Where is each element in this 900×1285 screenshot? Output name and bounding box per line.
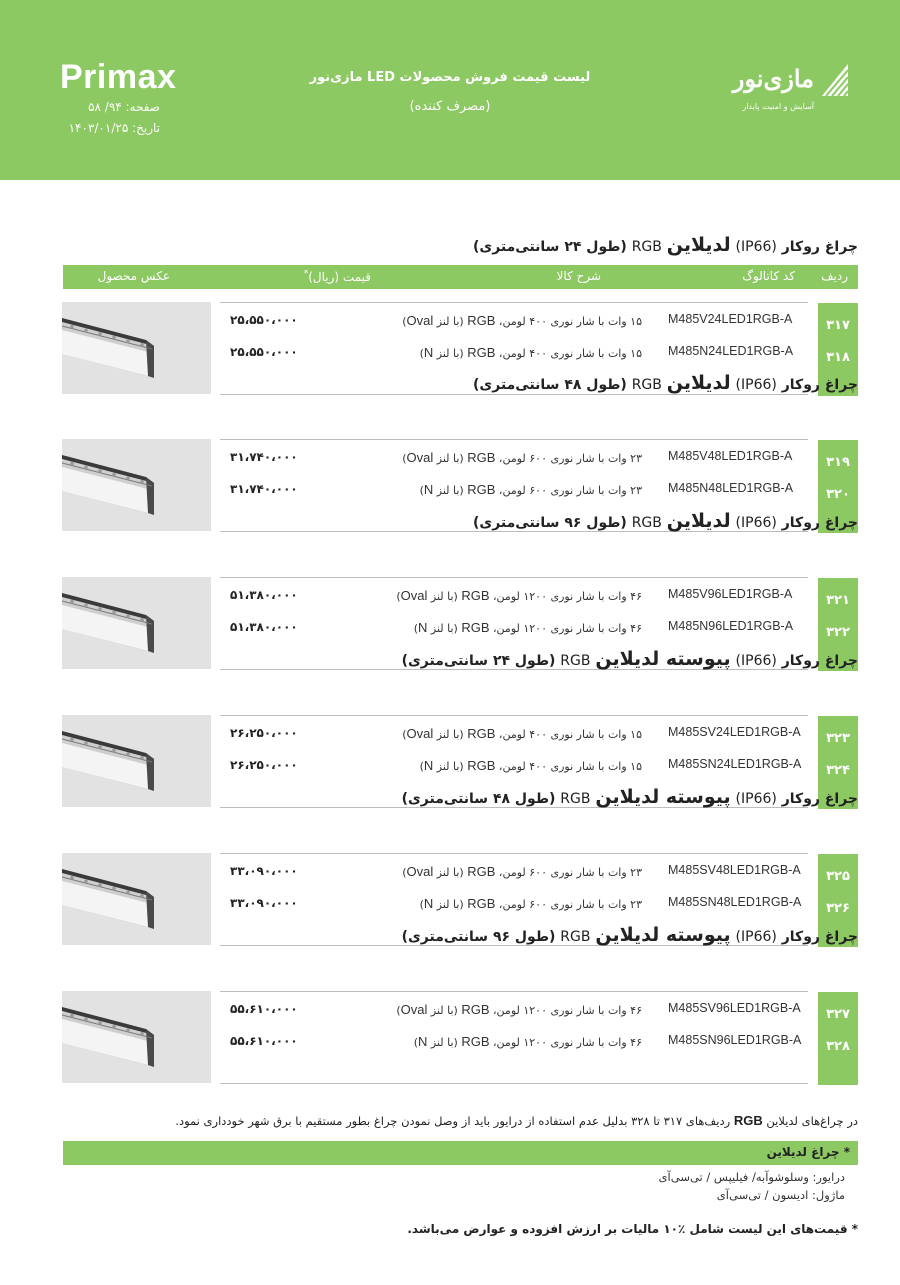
row-number: ۳۲۲ (826, 625, 850, 640)
desc-lens-pre: (با لنز (430, 1036, 458, 1049)
product-photo (62, 715, 211, 807)
section-title-type: چراغ روکار (781, 653, 858, 669)
section-title-type: چراغ روکار (781, 239, 858, 255)
note-pre: در چراغ‌های لدیلاین (766, 1114, 858, 1128)
catalog-code: M485SN24LED1RGB-A (668, 757, 802, 771)
desc-lens: Oval (406, 450, 434, 465)
desc-lens: N (423, 345, 434, 360)
logo-tagline: آسایش و امنیت پایدار (742, 102, 814, 111)
section-title (402, 924, 858, 946)
catalog-code: M485SV24LED1RGB-A (668, 725, 801, 739)
section-title-ip: (IP66) (735, 929, 777, 945)
product-description (402, 450, 642, 465)
product-description (414, 620, 642, 635)
desc-rgb: RGB (461, 1002, 490, 1017)
catalog-code: M485SN96LED1RGB-A (668, 1033, 802, 1047)
price-value: ۲۶،۲۵۰،۰۰۰ (230, 758, 298, 772)
row-number: ۳۲۳ (826, 731, 850, 746)
product-description (402, 726, 642, 741)
product-photo (62, 439, 211, 531)
section-title-type: چراغ روکار (781, 515, 858, 531)
desc-lens-pre: (با لنز (436, 866, 464, 879)
module-info: ماژول: ادیسون / تی‌سی‌آی (716, 1188, 845, 1202)
catalog-code: M485V96LED1RGB-A (668, 587, 793, 601)
col-photo: عکس محصول (97, 269, 170, 283)
product-photo (62, 991, 211, 1083)
catalog-code: M485V48LED1RGB-A (668, 449, 793, 463)
col-price (304, 269, 371, 284)
section-title-rgb: RGB (560, 929, 591, 945)
desc-lens: N (423, 896, 434, 911)
section-title-length: (طول ۹۶ سانتی‌متری) (472, 515, 627, 531)
section-title (473, 510, 858, 532)
desc-spec: ۱۵ وات با شار نوری ۴۰۰ لومن، (498, 315, 642, 328)
rgb-warning-note (150, 1113, 858, 1128)
row-number: ۳۲۴ (826, 763, 850, 778)
desc-spec: ۲۳ وات با شار نوری ۶۰۰ لومن، (498, 898, 642, 911)
catalog-code: M485SN48LED1RGB-A (668, 895, 802, 909)
desc-rgb: RGB (467, 896, 496, 911)
desc-lens-post: ) (413, 1036, 418, 1049)
section-title-length: (طول ۲۴ سانتی‌متری) (472, 239, 627, 255)
desc-rgb: RGB (461, 1034, 490, 1049)
desc-lens: N (417, 620, 428, 635)
section-title-product: لدیلاین (666, 372, 731, 394)
catalog-code: M485SV48LED1RGB-A (668, 863, 801, 877)
row-number: ۳۲۵ (826, 869, 850, 884)
desc-spec: ۴۶ وات با شار نوری ۱۲۰۰ لومن، (493, 1036, 642, 1049)
section-title (473, 234, 858, 256)
desc-lens-post: ) (396, 590, 401, 603)
section-title-product: لدیلاین (666, 510, 731, 532)
section-title-length: (طول ۹۶ سانتی‌متری) (401, 929, 556, 945)
col-desc: شرح کالا (556, 269, 601, 283)
price-value: ۲۵،۵۵۰،۰۰۰ (230, 313, 298, 327)
section-title-product: پیوسته لدیلاین (595, 648, 731, 670)
price-value: ۲۶،۲۵۰،۰۰۰ (230, 726, 298, 740)
desc-lens: Oval (406, 313, 434, 328)
section-title-length: (طول ۴۸ سانتی‌متری) (401, 791, 556, 807)
linear-fixture-image (62, 302, 211, 394)
section-title-ip: (IP66) (735, 653, 777, 669)
row-number-column (818, 992, 858, 1085)
price-value: ۳۳،۰۹۰،۰۰۰ (230, 864, 298, 878)
note-rgb: RGB (733, 1113, 763, 1128)
company-logo (720, 58, 850, 128)
section-title-product: لدیلاین (666, 234, 731, 256)
desc-lens-post: ) (402, 728, 407, 741)
section-title-rgb: RGB (631, 239, 662, 255)
page-date: تاریخ: ۱۴۰۳/۰۱/۲۵ (68, 121, 160, 135)
desc-lens: N (423, 482, 434, 497)
section-title-rgb: RGB (631, 515, 662, 531)
section-title (473, 372, 858, 394)
price-value: ۳۳،۰۹۰،۰۰۰ (230, 896, 298, 910)
desc-lens-pre: (با لنز (430, 590, 458, 603)
desc-lens-pre: (با لنز (436, 484, 464, 497)
logo-wordmark: مازی‌نور (732, 64, 814, 93)
desc-spec: ۲۳ وات با شار نوری ۶۰۰ لومن، (498, 484, 642, 497)
desc-lens: Oval (400, 588, 428, 603)
row-number: ۳۲۱ (826, 593, 850, 608)
section-title-rgb: RGB (560, 653, 591, 669)
row-number: ۳۱۸ (826, 350, 850, 365)
desc-lens-post: ) (402, 315, 407, 328)
section-title-length: (طول ۲۴ سانتی‌متری) (401, 653, 556, 669)
desc-spec: ۲۳ وات با شار نوری ۶۰۰ لومن، (498, 866, 642, 879)
desc-rgb: RGB (467, 864, 496, 879)
product-photo (62, 302, 211, 394)
price-value: ۳۱،۷۴۰،۰۰۰ (230, 450, 298, 464)
section-title (402, 786, 858, 808)
desc-lens: N (423, 758, 434, 773)
footnote-bar-label: * چراغ لدیلاین (766, 1145, 850, 1159)
desc-lens-pre: (با لنز (436, 315, 464, 328)
desc-rgb: RGB (467, 345, 496, 360)
desc-lens-pre: (با لنز (436, 347, 464, 360)
driver-info: درایور: وسلوشوآبه/ فیلیپس / تی‌سی‌آی (658, 1170, 845, 1184)
footnote-bar (63, 1141, 858, 1165)
row-number: ۳۲۸ (826, 1039, 850, 1054)
desc-lens-post: ) (419, 898, 424, 911)
row-number: ۳۱۷ (826, 318, 850, 333)
section-title-rgb: RGB (631, 377, 662, 393)
desc-lens-post: ) (419, 484, 424, 497)
desc-lens: Oval (406, 726, 434, 741)
desc-lens-pre: (با لنز (430, 622, 458, 635)
desc-lens-pre: (با لنز (436, 898, 464, 911)
desc-spec: ۴۶ وات با شار نوری ۱۲۰۰ لومن، (493, 590, 642, 603)
product-description (420, 758, 642, 773)
price-value: ۵۱،۳۸۰،۰۰۰ (230, 620, 298, 634)
section-title-ip: (IP66) (735, 377, 777, 393)
product-description (420, 482, 642, 497)
col-code: کد کاتالوگ (742, 269, 795, 283)
row-number: ۳۱۹ (826, 455, 850, 470)
section-title-product: پیوسته لدیلاین (595, 786, 731, 808)
page-header (0, 0, 900, 180)
desc-spec: ۴۶ وات با شار نوری ۱۲۰۰ لومن، (493, 1004, 642, 1017)
price-value: ۲۵،۵۵۰،۰۰۰ (230, 345, 298, 359)
catalog-code: M485N96LED1RGB-A (668, 619, 794, 633)
note-post: ردیف‌های ۳۱۷ تا ۳۲۸ بدلیل عدم استفاده از درایور باید از وصل نمودن چراغ بطور مستقیم با برق شهر خودداری نمود. (175, 1114, 731, 1128)
table-header (63, 265, 858, 289)
price-value: ۳۱،۷۴۰،۰۰۰ (230, 482, 298, 496)
page-subtitle: (مصرف کننده) (409, 99, 491, 114)
desc-spec: ۲۳ وات با شار نوری ۶۰۰ لومن، (498, 452, 642, 465)
product-photo (62, 853, 211, 945)
desc-rgb: RGB (461, 588, 490, 603)
linear-fixture-image (62, 439, 211, 531)
price-value: ۵۱،۳۸۰،۰۰۰ (230, 588, 298, 602)
desc-spec: ۱۵ وات با شار نوری ۴۰۰ لومن، (498, 347, 642, 360)
desc-lens-post: ) (402, 866, 407, 879)
section-title-type: چراغ روکار (781, 929, 858, 945)
logo-mark-icon (820, 62, 850, 98)
desc-lens-post: ) (419, 760, 424, 773)
page-number: صفحه: ۹۴/ ۵۸ (88, 100, 160, 114)
desc-rgb: RGB (467, 313, 496, 328)
linear-fixture-image (62, 577, 211, 669)
desc-rgb: RGB (467, 482, 496, 497)
catalog-code: M485N24LED1RGB-A (668, 344, 794, 358)
row-number: ۳۲۶ (826, 901, 850, 916)
desc-lens-post: ) (396, 1004, 401, 1017)
product-description (420, 345, 642, 360)
section-title (402, 648, 858, 670)
brand-name: Primax (60, 58, 177, 96)
desc-lens: Oval (400, 1002, 428, 1017)
desc-lens: N (417, 1034, 428, 1049)
section-title-type: چراغ روکار (781, 377, 858, 393)
desc-lens-pre: (با لنز (436, 760, 464, 773)
product-description (396, 588, 642, 603)
desc-lens-post: ) (402, 452, 407, 465)
desc-lens-post: ) (419, 347, 424, 360)
product-rows (220, 991, 808, 1084)
product-description (396, 1002, 642, 1017)
product-description (402, 313, 642, 328)
price-value: ۵۵،۶۱۰،۰۰۰ (230, 1002, 298, 1016)
col-price-label: قیمت (ریال) (308, 270, 371, 284)
catalog-code: M485V24LED1RGB-A (668, 312, 793, 326)
desc-spec: ۱۵ وات با شار نوری ۴۰۰ لومن، (498, 728, 642, 741)
catalog-code: M485N48LED1RGB-A (668, 481, 794, 495)
col-row: ردیف (821, 269, 848, 283)
desc-lens: Oval (406, 864, 434, 879)
section-title-rgb: RGB (560, 791, 591, 807)
desc-lens-pre: (با لنز (436, 452, 464, 465)
price-value: ۵۵،۶۱۰،۰۰۰ (230, 1034, 298, 1048)
section-title-ip: (IP66) (735, 239, 777, 255)
section-title-length: (طول ۴۸ سانتی‌متری) (472, 377, 627, 393)
desc-lens-post: ) (413, 622, 418, 635)
section-title-ip: (IP66) (735, 791, 777, 807)
product-description (420, 896, 642, 911)
row-number: ۳۲۷ (826, 1007, 850, 1022)
desc-rgb: RGB (467, 758, 496, 773)
product-photo (62, 577, 211, 669)
tax-note: * قیمت‌های این لیست شامل ٪۱۰ مالیات بر ارزش افزوده و عوارض می‌باشد. (407, 1222, 858, 1236)
desc-spec: ۴۶ وات با شار نوری ۱۲۰۰ لومن، (493, 622, 642, 635)
section-title-ip: (IP66) (735, 515, 777, 531)
row-number: ۳۲۰ (826, 487, 850, 502)
section-title-type: چراغ روکار (781, 791, 858, 807)
product-description (414, 1034, 642, 1049)
desc-rgb: RGB (467, 450, 496, 465)
desc-lens-pre: (با لنز (430, 1004, 458, 1017)
desc-rgb: RGB (461, 620, 490, 635)
desc-lens-pre: (با لنز (436, 728, 464, 741)
linear-fixture-image (62, 991, 211, 1083)
section-title-product: پیوسته لدیلاین (595, 924, 731, 946)
desc-rgb: RGB (467, 726, 496, 741)
catalog-code: M485SV96LED1RGB-A (668, 1001, 801, 1015)
page-title: لیست قیمت فروش محصولات LED مازی‌نور (309, 70, 591, 85)
col-price-mark: * (303, 269, 309, 279)
product-description (402, 864, 642, 879)
linear-fixture-image (62, 853, 211, 945)
desc-spec: ۱۵ وات با شار نوری ۴۰۰ لومن، (498, 760, 642, 773)
linear-fixture-image (62, 715, 211, 807)
